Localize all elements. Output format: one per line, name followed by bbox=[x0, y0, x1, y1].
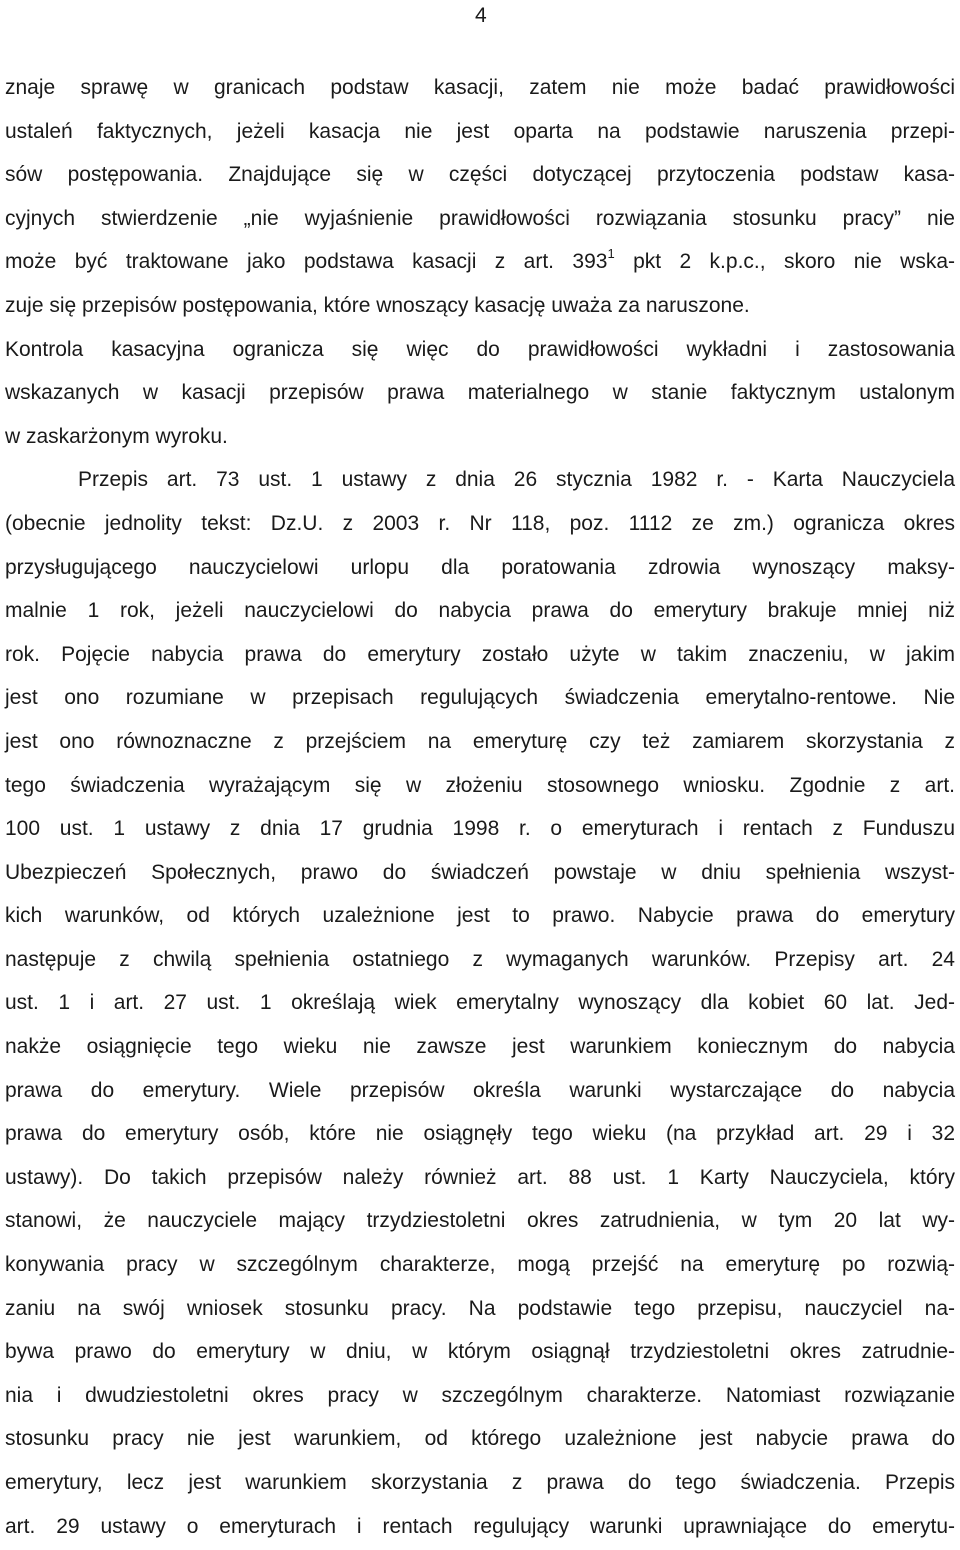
line-text: w zaskarżonym wyroku. bbox=[5, 424, 228, 448]
text-line bbox=[5, 1025, 955, 1069]
line-text: ustaleń faktycznych, jeżeli kasacja nie jest oparta na podstawie naruszenia przepi- bbox=[5, 119, 955, 143]
line-text: jest ono rozumiane w przepisach regulujących świadczenia emerytalno-rentowe. Nie bbox=[5, 686, 955, 710]
line-text: Przepis art. 73 ust. 1 ustawy z dnia 26 stycznia 1982 r. - Karta Nauczyciela bbox=[78, 468, 955, 492]
line-text: nia i dwudziestoletni okres pracy w szczególnym charakterze. Natomiast rozwiązanie bbox=[5, 1383, 955, 1407]
text-line bbox=[5, 328, 955, 372]
text-line bbox=[5, 720, 955, 764]
text-line bbox=[5, 1199, 955, 1243]
text-line bbox=[5, 546, 955, 590]
text-line bbox=[5, 807, 955, 851]
line-text: znaje sprawę w granicach podstaw kasacji, zatem nie może badać prawidłowości bbox=[5, 76, 955, 99]
line-text: zuje się przepisów postępowania, które wnoszący kasację uważa za naruszone. bbox=[5, 293, 750, 317]
line-text: bywa prawo do emerytury w dniu, w którym osiągnął trzydziestoletni okres zatrudnie- bbox=[5, 1340, 955, 1364]
line-text: Ubezpieczeń Społecznych, prawo do świadczeń powstaje w dniu spełnienia wszyst- bbox=[5, 860, 955, 884]
text-line bbox=[5, 240, 955, 284]
line-text: cyjnych stwierdzenie „nie wyjaśnienie prawidłowości rozwiązania stosunku pracy” nie bbox=[5, 206, 955, 230]
text-line bbox=[5, 284, 955, 328]
text-line bbox=[5, 851, 955, 895]
line-text: zaniu na swój wniosek stosunku pracy. Na podstawie tego przepisu, nauczyciel na- bbox=[5, 1296, 955, 1320]
line-text: tego świadczenia wyrażającym się w złożeniu stosownego wniosku. Zgodnie z art. bbox=[5, 773, 955, 797]
text-line bbox=[5, 764, 955, 808]
line-text: może być traktowane jako podstawa kasacji z art. 393 bbox=[5, 250, 608, 274]
text-line bbox=[5, 938, 955, 982]
line-text: konywania pracy w szczególnym charakterze, mogą przejść na emeryturę po rozwią- bbox=[5, 1253, 955, 1277]
line-text-continued: pkt 2 k.p.c., skoro nie wska- bbox=[614, 250, 955, 274]
line-text: sów postępowania. Znajdujące się w części dotyczącej przytoczenia podstaw kasa- bbox=[5, 163, 955, 187]
text-line bbox=[5, 1374, 955, 1418]
line-text: Kontrola kasacyjna ogranicza się więc do prawidłowości wykładni i zastosowania bbox=[5, 337, 955, 361]
text-line bbox=[5, 1417, 955, 1461]
line-text: art. 29 ustawy o emeryturach i rentach regulujący warunki uprawniające do emerytu- bbox=[5, 1514, 955, 1538]
line-text: ustawy). Do takich przepisów należy również art. 88 ust. 1 Karty Nauczyciela, który bbox=[5, 1165, 955, 1189]
line-text: nakże osiągnięcie tego wieku nie zawsze jest warunkiem koniecznym do nabycia bbox=[5, 1035, 955, 1059]
text-line bbox=[5, 589, 955, 633]
line-text: ust. 1 i art. 27 ust. 1 określają wiek emerytalny wynoszący dla kobiet 60 lat. Jed- bbox=[5, 991, 955, 1015]
line-text: prawa do emerytury osób, które nie osiągnęły tego wieku (na przykład art. 29 i 32 bbox=[5, 1122, 955, 1146]
text-line bbox=[5, 1330, 955, 1374]
line-text: jest ono równoznaczne z przejściem na emeryturę czy też zamiarem skorzystania z bbox=[5, 729, 955, 753]
line-text: wskazanych w kasacji przepisów prawa materialnego w stanie faktycznym ustalonym bbox=[5, 381, 955, 405]
line-text: stanowi, że nauczyciele mający trzydziestoletni okres zatrudnienia, w tym 20 lat wy- bbox=[5, 1209, 955, 1233]
text-line bbox=[5, 371, 955, 415]
text-line bbox=[5, 415, 955, 459]
line-text: (obecnie jednolity tekst: Dz.U. z 2003 r. Nr 118, poz. 1112 ze zm.) ogranicza okres bbox=[5, 511, 955, 535]
line-text: stosunku pracy nie jest warunkiem, od którego uzależnione jest nabycie prawa do bbox=[5, 1427, 955, 1451]
text-line bbox=[5, 458, 955, 502]
text-line bbox=[5, 153, 955, 197]
line-text: malnie 1 rok, jeżeli nauczycielowi do nabycia prawa do emerytury brakuje mniej niż bbox=[5, 599, 955, 623]
text-line bbox=[5, 894, 955, 938]
line-text: prawa do emerytury. Wiele przepisów określa warunki wystarczające do nabycia bbox=[5, 1078, 955, 1102]
text-line bbox=[5, 1112, 955, 1156]
text-line bbox=[5, 633, 955, 677]
text-line bbox=[5, 1287, 955, 1331]
text-line bbox=[5, 1243, 955, 1287]
document-body bbox=[5, 66, 955, 1548]
text-line bbox=[5, 981, 955, 1025]
text-line bbox=[5, 1461, 955, 1505]
text-line bbox=[5, 66, 955, 110]
text-line bbox=[5, 197, 955, 241]
text-line bbox=[5, 1069, 955, 1113]
page-number: 4 bbox=[475, 4, 487, 27]
text-line bbox=[5, 1156, 955, 1200]
line-text: przysługującego nauczycielowi urlopu dla poratowania zdrowia wynoszący maksy- bbox=[5, 555, 955, 579]
line-text: emerytury, lecz jest warunkiem skorzystania z prawa do tego świadczenia. Przepis bbox=[5, 1471, 955, 1494]
text-line bbox=[5, 676, 955, 720]
text-line bbox=[5, 1505, 955, 1549]
line-text: rok. Pojęcie nabycia prawa do emerytury zostało użyte w takim znaczeniu, w jakim bbox=[5, 642, 955, 666]
line-text: kich warunków, od których uzależnione jest to prawo. Nabycie prawa do emerytury bbox=[5, 904, 955, 928]
line-text: następuje z chwilą spełnienia ostatniego z wymaganych warunków. Przepisy art. 24 bbox=[5, 947, 955, 971]
text-line bbox=[5, 502, 955, 546]
superscript: 1 bbox=[607, 246, 615, 262]
text-line bbox=[5, 110, 955, 154]
line-text: 100 ust. 1 ustawy z dnia 17 grudnia 1998 r. o emeryturach i rentach z Funduszu bbox=[5, 817, 955, 841]
